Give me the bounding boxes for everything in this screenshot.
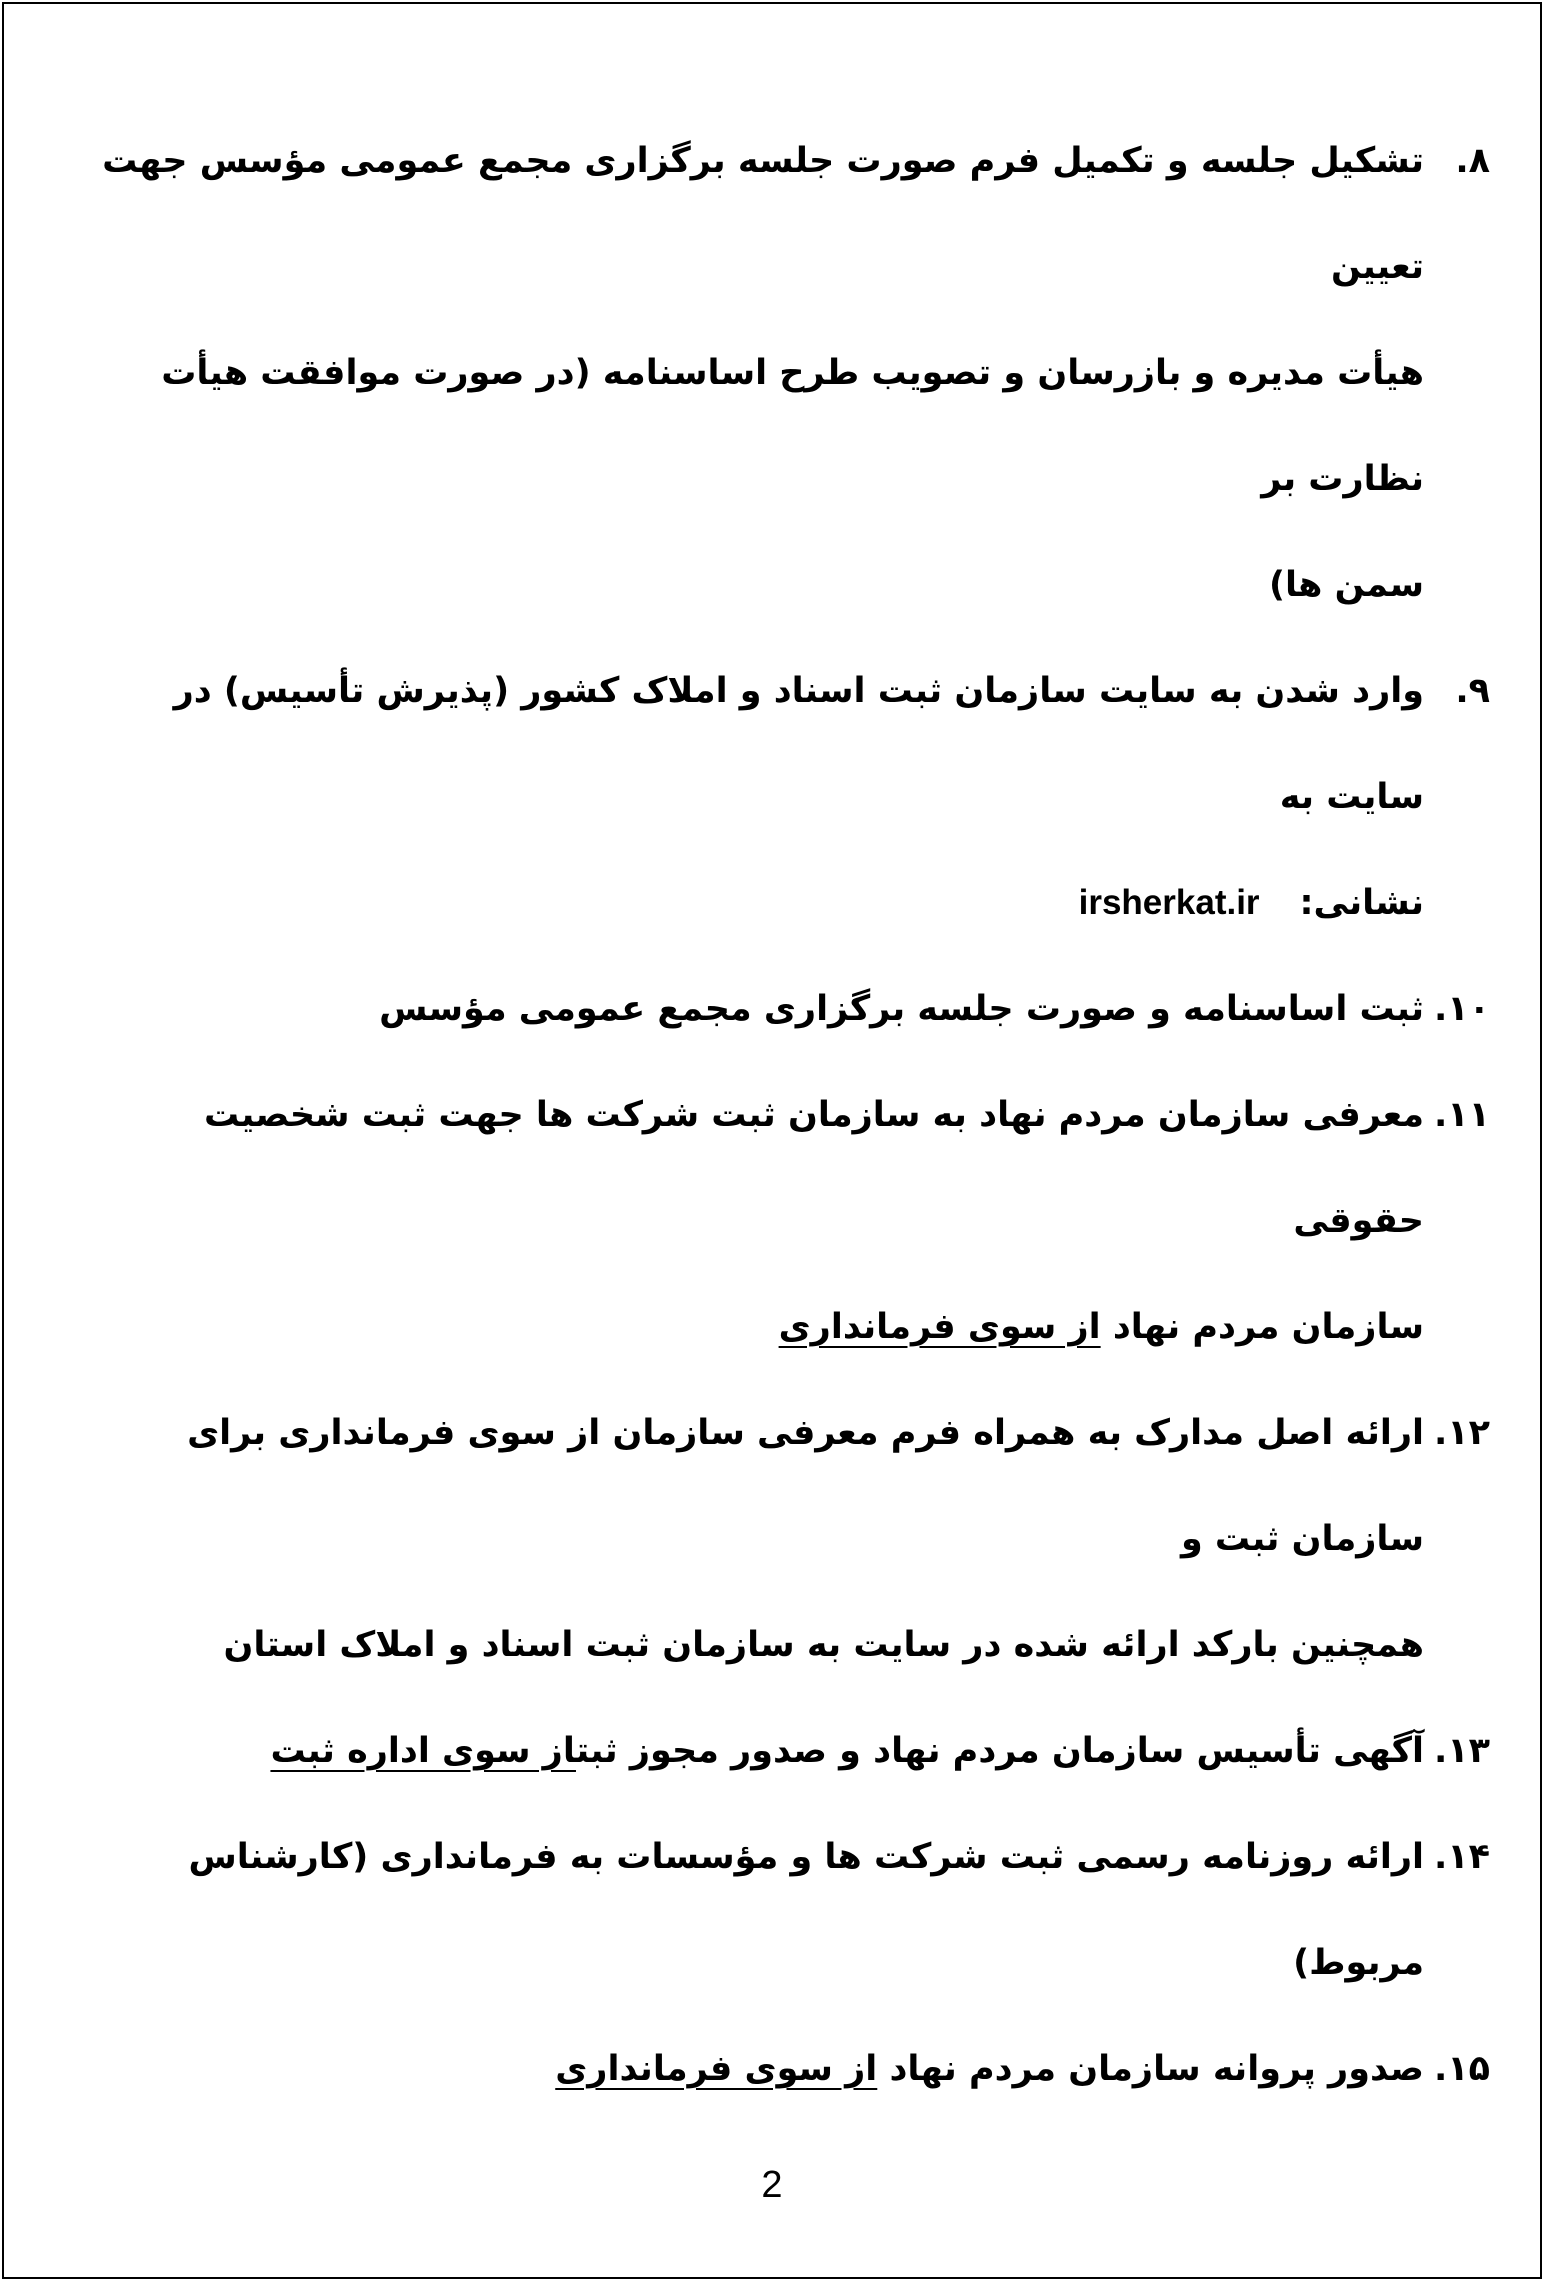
- item-plain-text: آگهی تأسیس سازمان مردم نهاد و صدور مجوز ثبت: [575, 1731, 1424, 1771]
- underlined-text: از سوی اداره ثبت: [270, 1731, 576, 1771]
- list-item-9: [100, 638, 1490, 956]
- list-item-10: [100, 956, 1490, 1062]
- website-link[interactable]: irsherkat.ir: [1078, 883, 1260, 922]
- item-line: هیأت مدیره و بازرسان و تصویب طرح اساسنامه (در صورت موافقت هیأت نظارت بر: [161, 353, 1424, 499]
- underlined-text: از سوی فرمانداری: [778, 1307, 1101, 1347]
- item-line: ارائه اصل مدارک به همراه فرم معرفی سازمان از سوی فرمانداری برای سازمان ثبت و: [187, 1413, 1424, 1559]
- item-line: وارد شدن به سایت سازمان ثبت اسناد و املاک کشور (پذیرش تأسیس) در سایت به: [173, 671, 1424, 817]
- list-item-8: [100, 108, 1490, 638]
- address-label: نشانی:: [1299, 883, 1424, 923]
- document-page: [2, 2, 1542, 2279]
- item-text: [100, 1380, 1424, 1698]
- item-number: ۱۲.: [1433, 1413, 1490, 1453]
- item-text: [100, 108, 1424, 638]
- item-number: ۸.: [1455, 141, 1490, 181]
- item-text: ثبت اساسنامه و صورت جلسه برگزاری مجمع عمومی مؤسس: [379, 989, 1424, 1029]
- list-item-13: [100, 1698, 1490, 1804]
- list-item-12: [100, 1380, 1490, 1698]
- item-number: ۱۱.: [1433, 1095, 1490, 1135]
- item-line: [100, 850, 1424, 956]
- item-text: [100, 2016, 1424, 2122]
- item-number: ۱۳.: [1433, 1731, 1490, 1771]
- item-number: ۱۵.: [1433, 2049, 1490, 2089]
- item-line: [100, 1274, 1424, 1380]
- item-line: معرفی سازمان مردم نهاد به سازمان ثبت شرکت ها جهت ثبت شخصیت حقوقی: [204, 1095, 1424, 1241]
- item-plain-text: سازمان مردم نهاد: [1112, 1307, 1424, 1347]
- item-text: [100, 1698, 1424, 1804]
- list-item-14: [100, 1804, 1490, 2016]
- item-number: ۱۰.: [1433, 989, 1490, 1029]
- steps-list: [100, 108, 1490, 2122]
- list-item-11: [100, 1062, 1490, 1380]
- item-line: سمن ها): [1269, 565, 1424, 605]
- item-number: ۹.: [1455, 671, 1490, 711]
- item-plain-text: صدور پروانه سازمان مردم نهاد: [889, 2049, 1424, 2089]
- item-line: همچنین بارکد ارائه شده در سایت به سازمان ثبت اسناد و املاک استان: [223, 1625, 1424, 1665]
- item-text: [100, 1062, 1424, 1380]
- item-number: ۱۴.: [1433, 1837, 1490, 1877]
- item-line: تشکیل جلسه و تکمیل فرم صورت جلسه برگزاری مجمع عمومی مؤسس جهت تعیین: [102, 141, 1424, 287]
- page-number: 2: [761, 2164, 783, 2206]
- underlined-text: از سوی فرمانداری: [555, 2049, 878, 2089]
- item-text: ارائه روزنامه رسمی ثبت شرکت ها و مؤسسات به فرمانداری (کارشناس مربوط): [188, 1837, 1424, 1983]
- item-text: [100, 638, 1424, 956]
- list-item-15: [100, 2016, 1490, 2122]
